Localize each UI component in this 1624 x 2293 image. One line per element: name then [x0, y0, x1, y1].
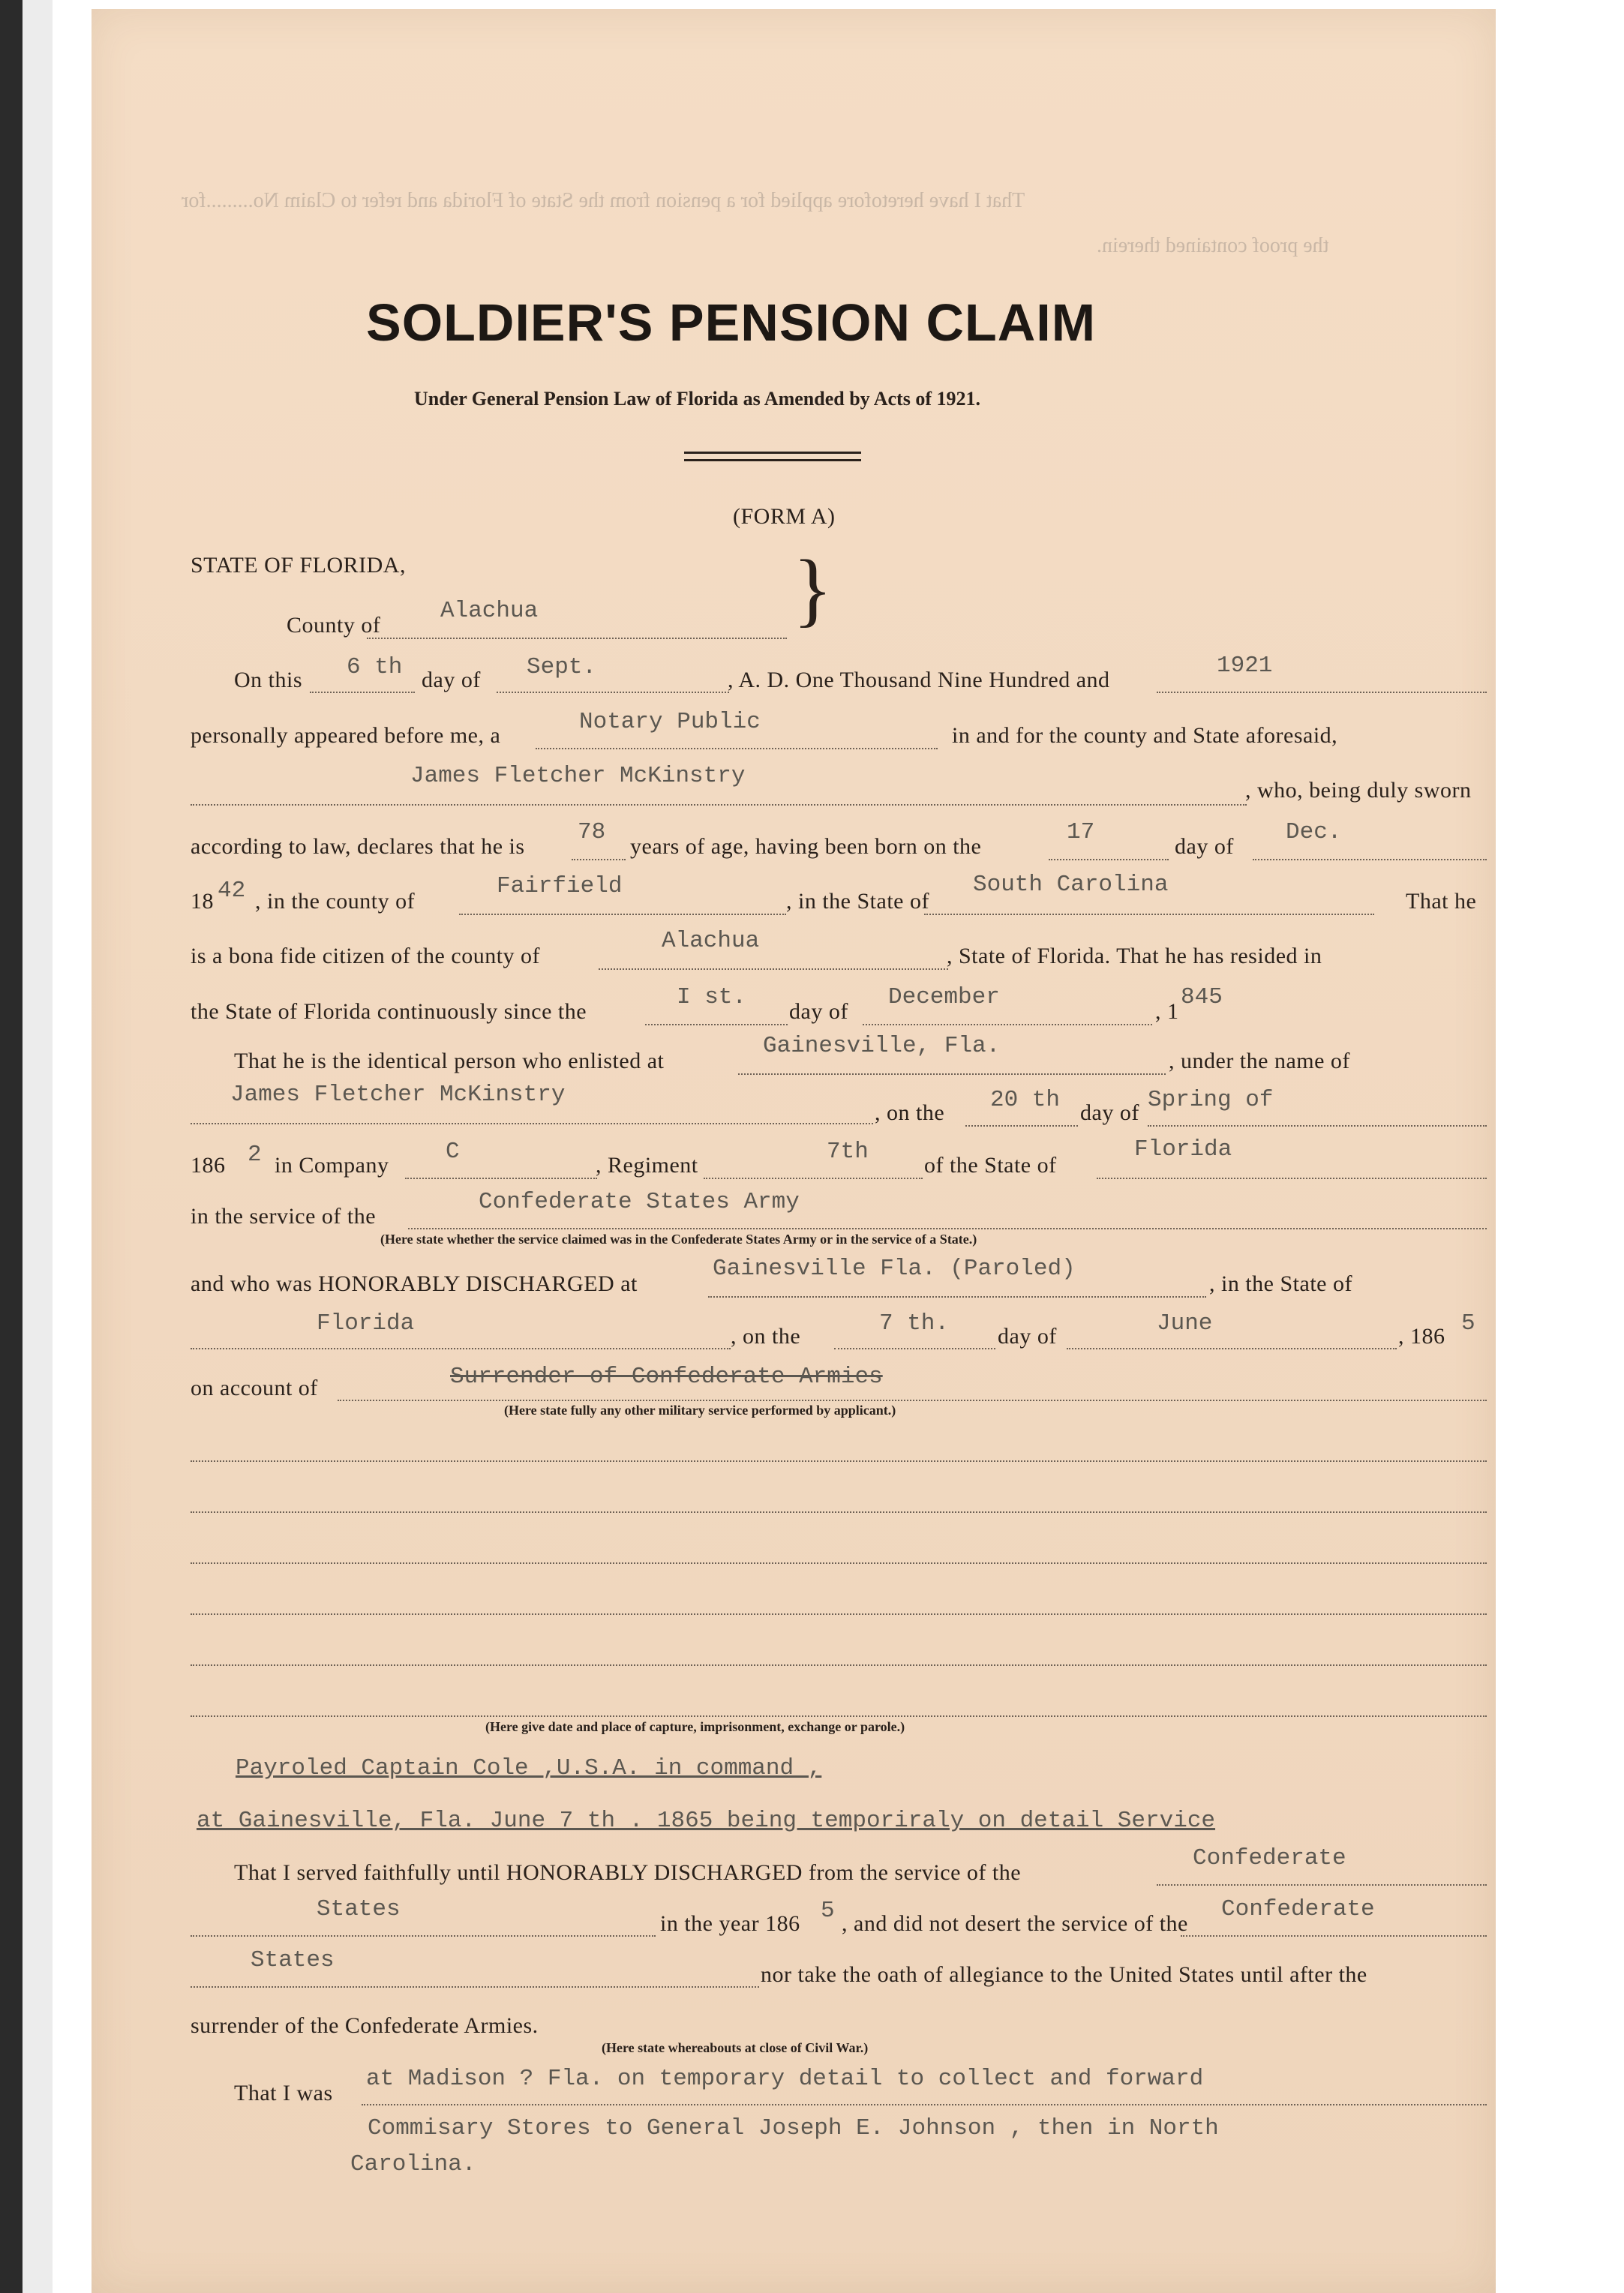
note-service: (Here state whether the service claimed was in the Confederate States Army or in the service of a State.): [380, 1232, 977, 1247]
intro-text-15: the State of Florida continuously since the: [191, 999, 587, 1024]
whereabouts-line-2: Commisary Stores to General Joseph E. Johnson , then in North: [368, 2115, 1219, 2141]
blank-line-5: [191, 1664, 1487, 1666]
enlist-text-5: 186: [191, 1153, 226, 1178]
discharge-day-line: [834, 1348, 995, 1349]
discharge-month-line: [1067, 1348, 1397, 1349]
citizen-county-line: [599, 968, 948, 970]
service-text-4: nor take the oath of allegiance to the United States until after the: [761, 1962, 1367, 1987]
intro-text-11: , in the State of: [786, 889, 929, 914]
birth-day-line: [1049, 859, 1169, 860]
form-label: (FORM A): [733, 504, 836, 529]
intro-text-9: day of: [1175, 834, 1234, 859]
discharge-month-value: June: [1157, 1310, 1213, 1337]
service-value-2: States: [317, 1896, 401, 1922]
bleed-through-line-2: the proof contained therein.: [1097, 234, 1329, 257]
service-value-4: States: [251, 1947, 335, 1973]
intro-text-17: , 1: [1155, 999, 1179, 1024]
discharge-state-value: Florida: [317, 1310, 415, 1337]
double-rule-bottom: [684, 459, 861, 461]
reason-line: [338, 1400, 1487, 1401]
birth-month-value: Dec.: [1286, 819, 1342, 845]
birth-county-value: Fairfield: [497, 873, 623, 899]
intro-text-2: day of: [422, 668, 481, 692]
pension-claim-form: [92, 9, 1496, 2293]
discharge-text-2: , in the State of: [1209, 1271, 1352, 1296]
discharge-year-value: 5: [1461, 1310, 1475, 1337]
page-title: SOLDIER'S PENSION CLAIM: [366, 293, 1097, 352]
parole-line-1: Payroled Captain Cole ,U.S.A. in command ,: [236, 1755, 822, 1781]
age-line: [572, 859, 626, 860]
discharge-state-line: [191, 1348, 731, 1349]
intro-text-10: , in the county of: [255, 889, 416, 914]
company-line: [405, 1178, 597, 1179]
service-value-line-2: [191, 1935, 656, 1937]
birth-day-value: 17: [1067, 819, 1095, 845]
discharge-place-line: [708, 1296, 1206, 1298]
scan-margin: [23, 0, 53, 2293]
enlist-text-7: , Regiment: [596, 1153, 698, 1178]
birth-month-line: [1253, 859, 1487, 860]
intro-text-4: personally appeared before me, a: [191, 723, 501, 748]
subtitle: Under General Pension Law of Florida as Amended by Acts of 1921.: [414, 388, 980, 410]
service-text-3: , and did not desert the service of the: [842, 1911, 1188, 1936]
double-rule-top: [684, 452, 861, 454]
intro-text-8: years of age, having been born on the: [630, 834, 982, 859]
discharge-text-1: and who was HONORABLY DISCHARGED at: [191, 1271, 638, 1296]
enlist-state-line: [1097, 1178, 1487, 1179]
intro-text-13: is a bona fide citizen of the county of: [191, 944, 541, 968]
service-value-3: Confederate: [1221, 1896, 1375, 1922]
whereabouts-line: [362, 2104, 1487, 2105]
intro-text-12: That he: [1406, 889, 1477, 914]
whereabouts-label: That I was: [234, 2081, 333, 2105]
blank-line-2: [191, 1511, 1487, 1513]
brace: }: [793, 543, 833, 635]
month-value: Sept.: [527, 654, 597, 680]
note-other-service: (Here state fully any other military service performed by applicant.): [504, 1403, 896, 1418]
since-year-value: 845: [1181, 984, 1223, 1010]
service-value-line-3: [1181, 1935, 1487, 1937]
intro-text-5: in and for the county and State aforesaid,: [952, 723, 1338, 748]
birth-state-line: [924, 914, 1374, 915]
enlist-day-line: [965, 1125, 1078, 1127]
intro-text-3: , A. D. One Thousand Nine Hundred and: [728, 668, 1110, 692]
officer-value: Notary Public: [579, 709, 761, 735]
enlist-text-4: day of: [1080, 1100, 1139, 1125]
note-whereabouts: (Here state whereabouts at close of Civil War.): [602, 2040, 869, 2055]
since-day-value: I st.: [677, 984, 747, 1010]
birth-year-prefix: 18: [191, 889, 214, 914]
whereabouts-line-3: Carolina.: [350, 2151, 476, 2177]
year-value: 1921: [1217, 653, 1273, 679]
enlist-month-value: Spring of: [1148, 1087, 1274, 1113]
day-value: 6 th: [347, 654, 403, 680]
day-line: [310, 692, 415, 693]
discharge-text-6: on account of: [191, 1376, 318, 1400]
enlist-text-2: , under the name of: [1169, 1049, 1350, 1073]
service-text-1: That I served faithfully until HONORABLY DISCHARGED from the service of the: [234, 1860, 1022, 1885]
enlist-name-line: [191, 1123, 873, 1124]
service-text-5: surrender of the Confederate Armies.: [191, 2013, 539, 2038]
enlist-text-9: in the service of the: [191, 1204, 377, 1229]
bleed-through-line-1: That I have heretofore applied for a pension from the State of Florida and refer to Claim No.........for: [182, 189, 1025, 212]
county-line: [367, 638, 787, 639]
discharge-text-4: day of: [998, 1324, 1057, 1349]
since-month-line: [863, 1024, 1152, 1025]
service-value: Confederate States Army: [479, 1189, 800, 1215]
county-value: Alachua: [440, 598, 539, 624]
enlist-text-1: That he is the identical person who enlisted at: [234, 1049, 665, 1073]
enlist-place-line: [738, 1073, 1166, 1075]
intro-text-1: On this: [234, 668, 303, 692]
enlist-place-value: Gainesville, Fla.: [763, 1033, 1001, 1059]
name-line: [191, 804, 1247, 806]
intro-text-7: according to law, declares that he is: [191, 834, 525, 859]
enlist-year-value: 2: [248, 1142, 262, 1168]
year-line: [1157, 692, 1487, 693]
parole-line-2: at Gainesville, Fla. June 7 th . 1865 being temporiraly on detail Service: [197, 1808, 1216, 1834]
birth-state-value: South Carolina: [973, 872, 1169, 898]
birth-county-line: [459, 914, 786, 915]
intro-text-14: , State of Florida. That he has resided in: [947, 944, 1322, 968]
intro-text-16: day of: [789, 999, 848, 1024]
applicant-name: James Fletcher McKinstry: [410, 763, 746, 789]
county-label: County of: [287, 613, 381, 638]
regiment-value: 7th: [827, 1139, 869, 1165]
service-value-1: Confederate: [1193, 1845, 1346, 1871]
enlist-name-value: James Fletcher McKinstry: [230, 1082, 566, 1108]
service-value-line-4: [191, 1986, 759, 1988]
discharge-text-5: , 186: [1398, 1324, 1445, 1349]
scan-border: [0, 0, 23, 2293]
birth-year-value: 42: [218, 878, 246, 904]
citizen-county-value: Alachua: [662, 928, 760, 954]
enlist-text-6: in Company: [275, 1153, 389, 1178]
company-value: C: [446, 1139, 460, 1165]
blank-line-4: [191, 1613, 1487, 1615]
regiment-line: [704, 1178, 923, 1179]
intro-text-6: , who, being duly sworn: [1245, 778, 1472, 803]
enlist-text-3: , on the: [875, 1100, 945, 1125]
state-label: STATE OF FLORIDA,: [191, 553, 406, 578]
discharge-place-value: Gainesville Fla. (Paroled): [713, 1256, 1076, 1282]
service-year: 5: [821, 1898, 835, 1924]
service-value-line-1: [1157, 1884, 1487, 1886]
blank-line-6: [191, 1715, 1487, 1717]
service-line: [408, 1228, 1487, 1229]
enlist-text-8: of the State of: [924, 1153, 1057, 1178]
reason-value: Surrender of Confederate Armies: [450, 1364, 883, 1390]
blank-line-3: [191, 1562, 1487, 1564]
enlist-day-value: 20 th: [990, 1087, 1061, 1113]
age-value: 78: [578, 819, 606, 845]
since-month-value: December: [888, 984, 1000, 1010]
whereabouts-line-1: at Madison ? Fla. on temporary detail to collect and forward: [366, 2066, 1204, 2092]
discharge-day-value: 7 th.: [879, 1310, 950, 1337]
enlist-state-value: Florida: [1134, 1136, 1232, 1163]
officer-line: [536, 748, 938, 749]
blank-line-1: [191, 1460, 1487, 1462]
service-text-2: in the year 186: [660, 1911, 800, 1936]
month-line: [497, 692, 729, 693]
since-day-line: [645, 1024, 788, 1025]
enlist-month-line: [1148, 1125, 1487, 1127]
note-capture: (Here give date and place of capture, imprisonment, exchange or parole.): [485, 1719, 905, 1734]
discharge-text-3: , on the: [731, 1324, 801, 1349]
